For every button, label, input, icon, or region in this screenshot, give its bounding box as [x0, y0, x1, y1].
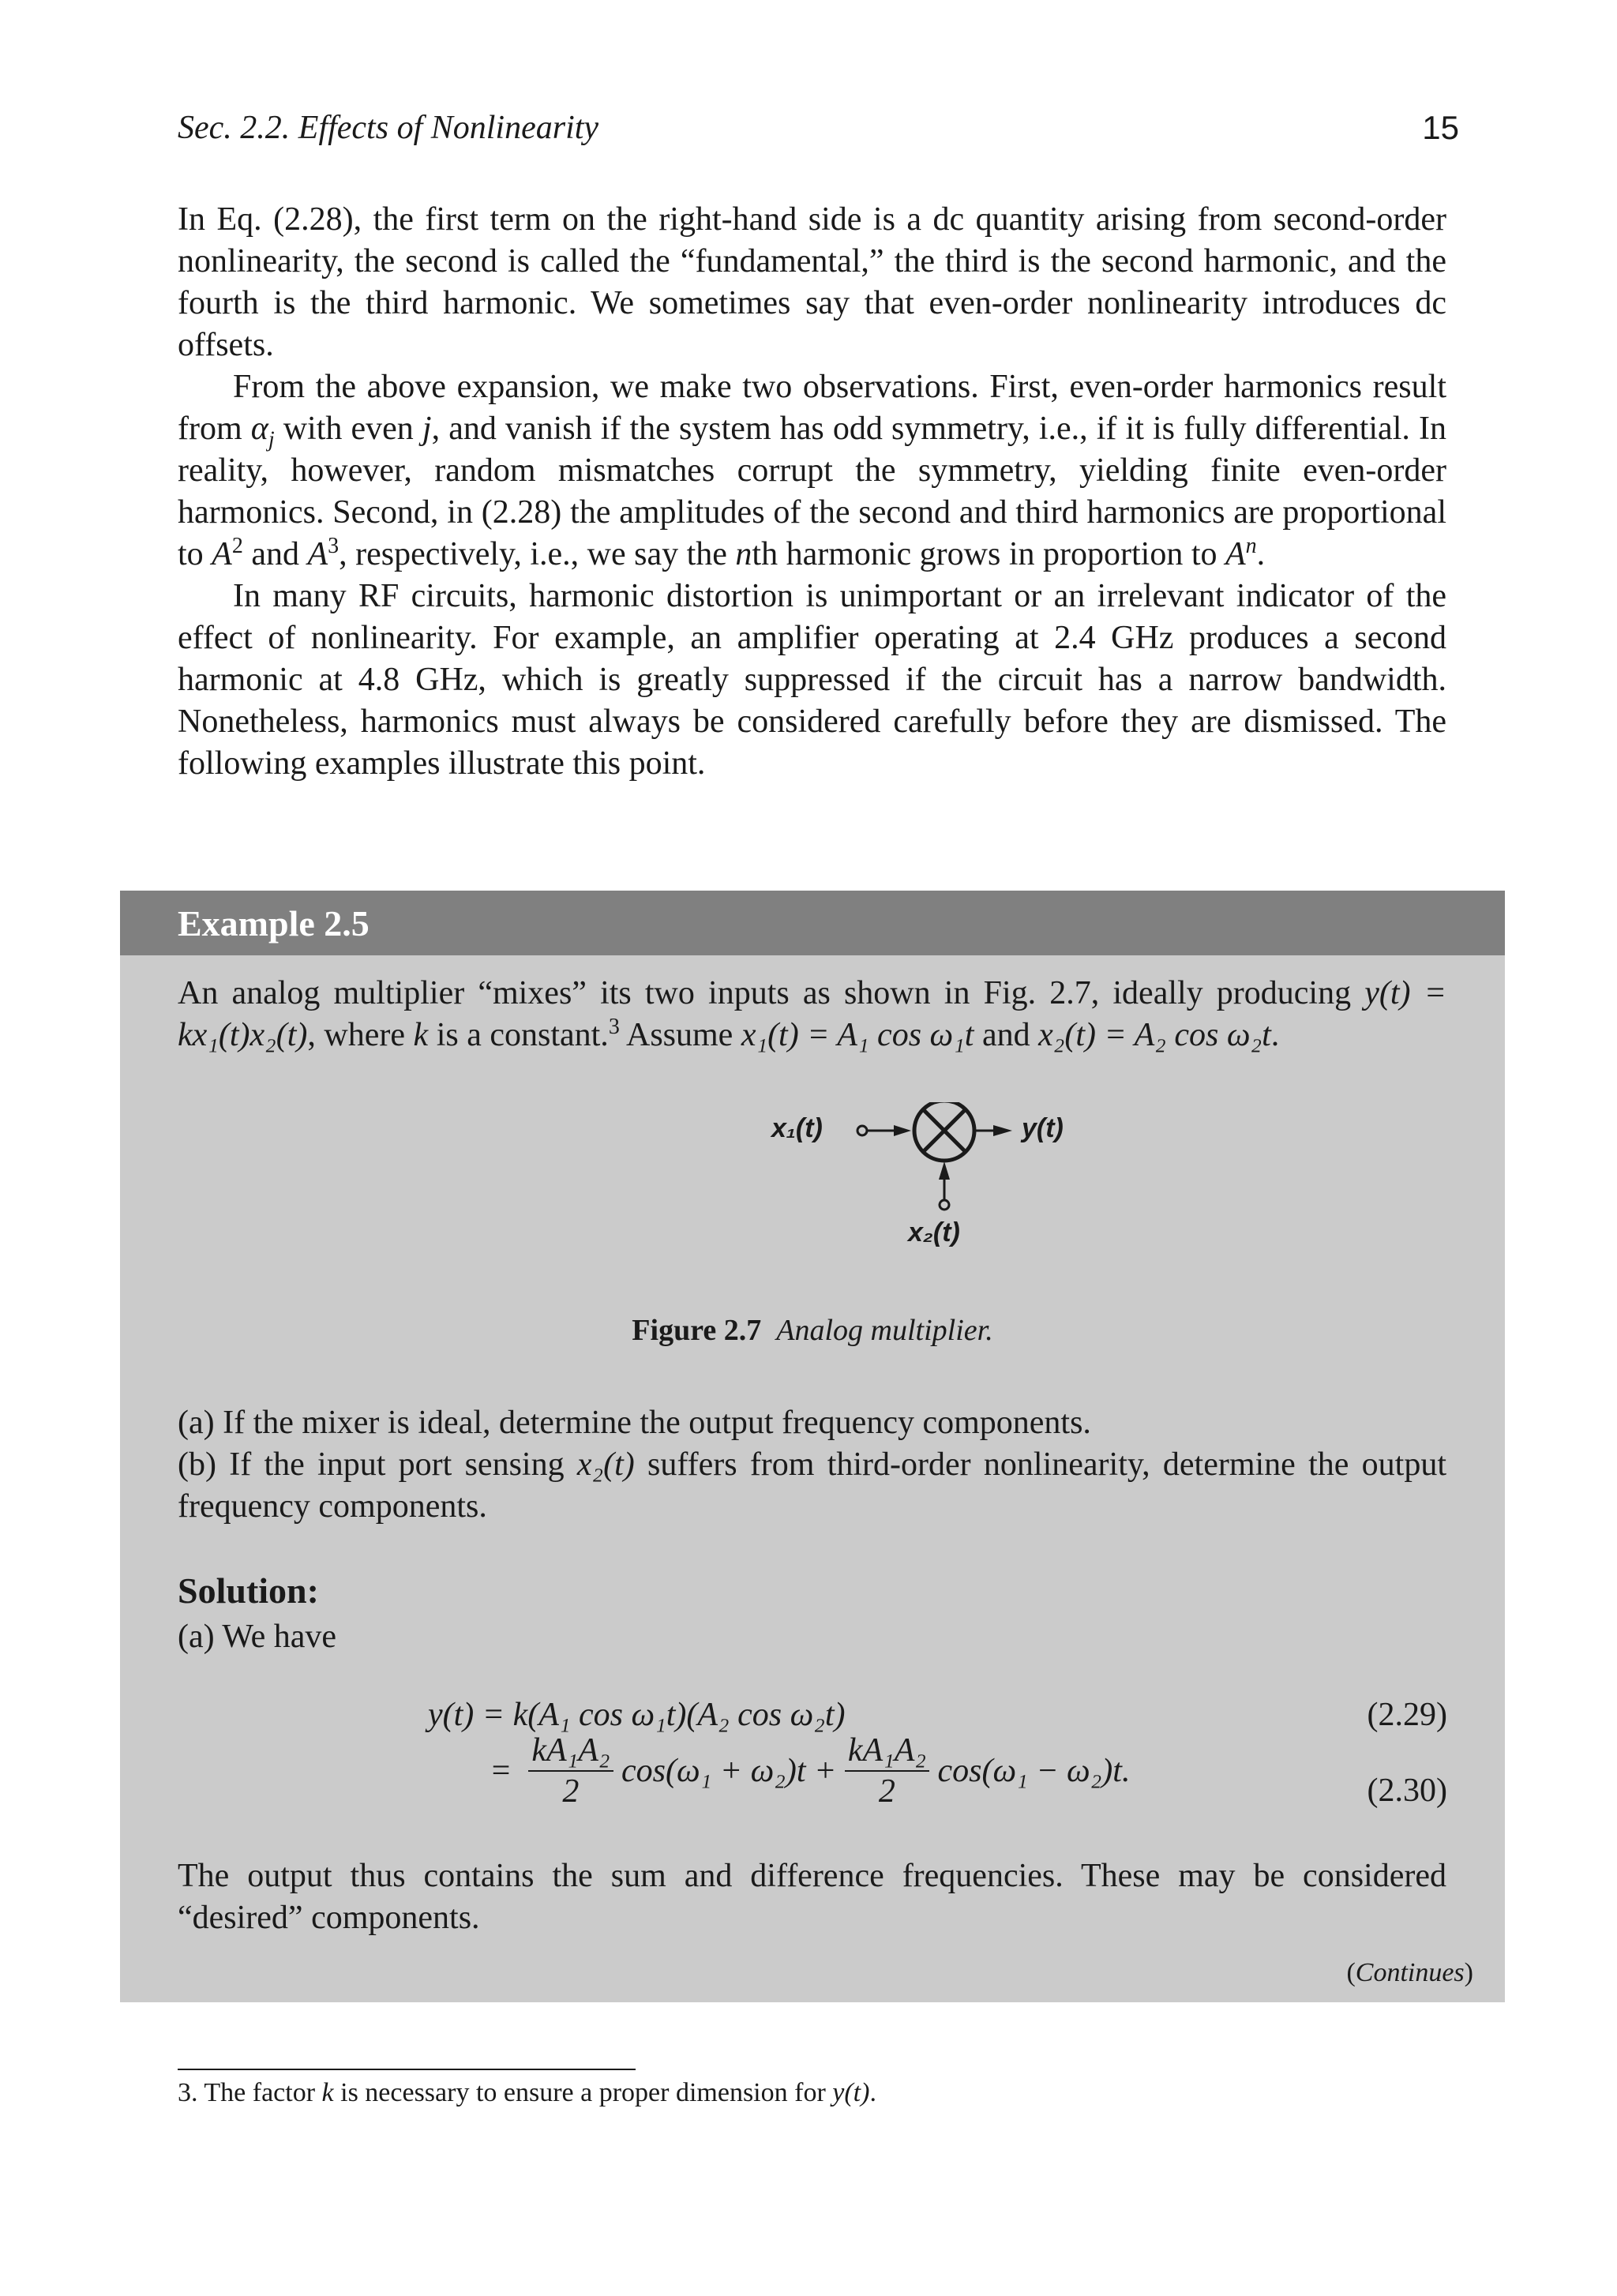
p2-and: and [242, 536, 308, 572]
paragraph-3: In many RF circuits, harmonic distortion is unimportant or an irrelevant indicator of the effect of nonlinearity. For example, an amplifier operating at 2.4 GHz produces a second harmonic at 4.8 GHz, which is greatly suppressed if the circuit has a narrow bandwidth. Nonetheless, harmonics must always be considered carefully before they are dismissed. The following examples illustrate this point. [178, 578, 1446, 782]
footnote-marker: 3 [608, 1015, 620, 1039]
y-label: y(t) [1022, 1113, 1064, 1143]
x1-terminal [857, 1126, 867, 1135]
equation-2-30 [490, 1731, 1130, 1811]
alpha-subscript: j [268, 427, 275, 452]
running-title: Sec. 2.2. Effects of Nonlinearity [178, 110, 599, 146]
p2-text-d: , respectively, i.e., we say the [339, 536, 736, 572]
example-intro [178, 973, 1446, 1056]
intro-text-a: An analog multiplier “mixes” its two inputs as shown in Fig. 2.7, ideally producing [178, 975, 1365, 1011]
x2-terminal [940, 1200, 949, 1210]
p2-text-f: . [1256, 536, 1266, 572]
x1-label: x₁(t) [771, 1113, 823, 1143]
footnote-text-a: 3. The factor [178, 2078, 322, 2107]
example-parts [178, 1402, 1446, 1528]
paragraph-1: In Eq. (2.28), the first term on the right-hand side is a dc quantity arising from second-order nonlinearity, the second is called the “fundamental,” the third is the second harmonic, and the fourth is the third harmonic. We sometimes say that even-order nonlinearity introduces dc offsets. [178, 201, 1446, 363]
part-b-text-a: (b) If the input port sensing [178, 1446, 577, 1483]
k-symbol: k [413, 1017, 429, 1053]
part-b [178, 1444, 1446, 1528]
example-title: Example 2.5 [120, 891, 1505, 955]
A-symbol: A [1225, 536, 1246, 572]
footnote-yt: y(t) [832, 2078, 870, 2107]
p2-text-e: th harmonic grows in proportion to [752, 536, 1225, 572]
equation-number-2-29: (2.29) [1367, 1697, 1447, 1733]
intro-equation: y(t) = kx₁(t)x₂(t) [178, 975, 1447, 1053]
intro-text-b: , where [307, 1017, 414, 1053]
solution-heading: Solution: [178, 1570, 319, 1611]
footnote-text-c: . [869, 2078, 876, 2107]
fraction-1-den: 2 [562, 1773, 580, 1810]
fraction-2-den: 2 [878, 1773, 895, 1810]
footnote-rule [178, 2069, 636, 2070]
footnote-text-b: is necessary to ensure a proper dimension for [333, 2078, 833, 2107]
solution-part-a: (a) We have [178, 1619, 337, 1655]
running-header [178, 109, 1459, 156]
p2-text-a: From the above expansion, we make two observations. First, even-order harmonics result from [178, 369, 1446, 447]
body-text [178, 199, 1446, 785]
equation-2-29: y(t) = k(A₁ cos ω₁t)(A₂ cos ω₂t) [428, 1697, 846, 1733]
x2-label: x₂(t) [908, 1217, 960, 1247]
x2-arrowhead [939, 1161, 950, 1180]
closing-paragraph: The output thus contains the sum and difference frequencies. These may be considered “desired” components. [178, 1858, 1446, 1936]
intro-and: and [974, 1017, 1039, 1053]
intro-text-d: Assume [619, 1017, 741, 1053]
paragraph-2 [178, 366, 1446, 576]
footnote [178, 2078, 876, 2108]
example-box [120, 891, 1505, 2002]
A-symbol: A [307, 536, 328, 572]
page-number: 15 [1422, 109, 1459, 146]
x2-definition: x₂(t) = A₂ cos ω₂t [1038, 1017, 1271, 1053]
eq-middle: cos(ω₁ + ω₂)t + [613, 1753, 845, 1789]
intro-text-e: . [1270, 1017, 1280, 1053]
n-symbol: n [735, 536, 752, 572]
caption-number: Figure 2.7 [632, 1314, 762, 1347]
A-symbol: A [212, 536, 232, 572]
figure-caption [120, 1313, 1505, 1348]
A-n-exponent: n [1245, 534, 1257, 558]
x1-definition: x₁(t) = A₁ cos ω₁t [741, 1017, 974, 1053]
footnote-k: k [321, 2078, 334, 2107]
alpha-symbol: α [250, 411, 268, 447]
x1-arrowhead [894, 1125, 911, 1136]
part-a: (a) If the mixer is ideal, determine the output frequency components. [178, 1405, 1091, 1441]
A-cubed-exponent: 3 [328, 534, 340, 558]
j-symbol: j [422, 411, 432, 447]
fraction-1 [528, 1731, 613, 1811]
continues-text: Continues [1355, 1958, 1465, 1987]
p2-text-b: with even [274, 411, 422, 447]
multiplier-figure [736, 1102, 1131, 1247]
closing-text [178, 1855, 1446, 1939]
continues-note: (Continues) [1346, 1958, 1473, 1987]
fraction-2-num: kA₁A₂ [845, 1731, 929, 1772]
part-b-x2: x₂(t) [576, 1446, 635, 1483]
fraction-2 [845, 1731, 929, 1811]
intro-text-c: is a constant. [428, 1017, 609, 1053]
part-b-text-b: suffers from third-order nonlinearity, determine the output frequency components. [178, 1446, 1446, 1525]
eq-end: cos(ω₁ − ω₂)t. [929, 1753, 1131, 1789]
eq-equals: = [490, 1753, 512, 1789]
solution-block [178, 1570, 1446, 1658]
A-squared-exponent: 2 [231, 534, 243, 558]
output-arrowhead [993, 1125, 1012, 1136]
caption-text: Analog multiplier. [776, 1314, 993, 1347]
p2-text-c: , and vanish if the system has odd symmetry, i.e., if it is fully differential. In reality, however, random mismatches corrupt the symmetry, yielding finite even-order harmonics. Second, in (2.28) the amplitudes of the second and third harmonics are proportional to [178, 411, 1446, 572]
fraction-1-num: kA₁A₂ [528, 1731, 613, 1772]
equation-number-2-30: (2.30) [1367, 1773, 1447, 1809]
